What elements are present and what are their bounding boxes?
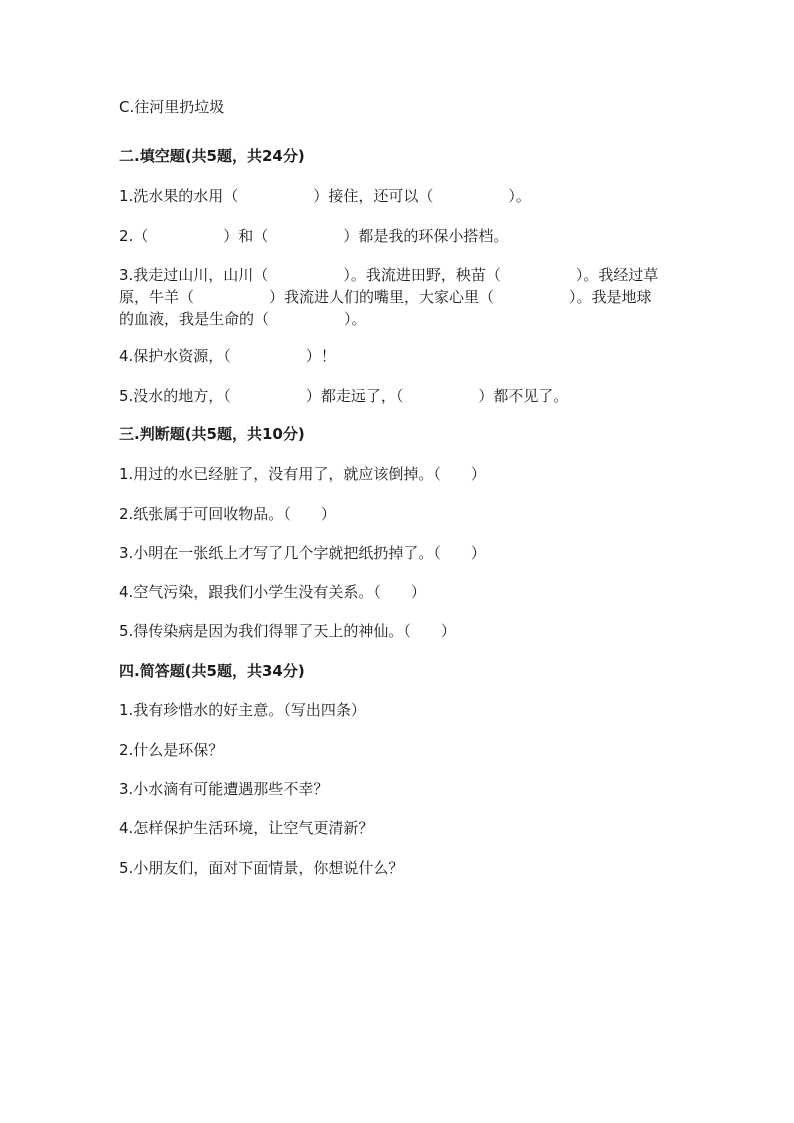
short-answer-question-3: 3.小水滴有可能遭遇那些不幸？ [119,780,329,798]
section-true-false-title: 三.判断题(共5题，共10分) [119,425,305,443]
fill-blank-question-3: 3.我走过山川，山川（ ）。我流进田野，秧苗（ ）。我经过草原，牛羊（ ）我流进人们的嘴里，大家心里（ ）。我是地球的血液，我是生命的（ ）。 [119,266,659,328]
previous-option-c: C.往河里扔垃圾 [119,98,225,116]
true-false-question-4: 4.空气污染，跟我们小学生没有关系。（ ） [119,583,426,601]
short-answer-question-4: 4.怎样保护生活环境，让空气更清新？ [119,819,374,837]
short-answer-question-5: 5.小朋友们，面对下面情景，你想说什么？ [119,859,404,877]
section-short-answer-title: 四.简答题(共5题，共34分) [119,662,305,680]
fill-blank-question-1: 1.洗水果的水用（ ）接住，还可以（ ）。 [119,187,531,205]
fill-blank-question-2: 2.（ ）和（ ）都是我的环保小搭档。 [119,227,509,245]
true-false-question-5: 5.得传染病是因为我们得罪了天上的神仙。（ ） [119,622,456,640]
true-false-question-3: 3.小明在一张纸上才写了几个字就把纸扔掉了。（ ） [119,544,486,562]
section-fill-blank-title: 二.填空题(共5题，共24分) [119,147,305,165]
short-answer-question-2: 2.什么是环保？ [119,741,224,759]
true-false-question-2: 2.纸张属于可回收物品。（ ） [119,505,336,523]
true-false-question-1: 1.用过的水已经脏了，没有用了，就应该倒掉。（ ） [119,465,486,483]
fill-blank-question-5: 5.没水的地方，（ ）都走远了，（ ）都不见了。 [119,387,569,405]
fill-blank-question-4: 4.保护水资源，（ ）！ [119,347,336,365]
short-answer-question-1: 1.我有珍惜水的好主意。（写出四条） [119,701,366,719]
